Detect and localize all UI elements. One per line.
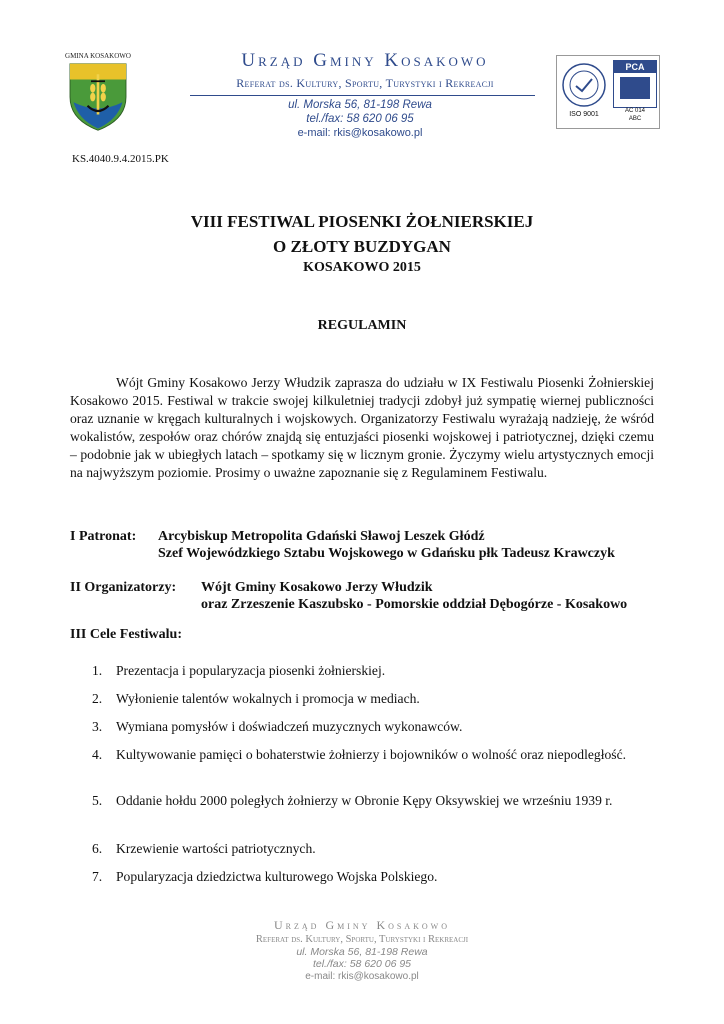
footer-address: ul. Morska 56, 81-198 Rewa bbox=[296, 946, 428, 958]
festival-location-year: KOSAKOWO 2015 bbox=[303, 260, 421, 275]
intro-paragraph: Wójt Gminy Kosakowo Jerzy Włudzik zaprasza do udziału w IX Festiwalu Piosenki Żołnierskiej Kosakowo 2015. Festiwal w trakcie swojej kilkuletniej tradycji zdobył już sympatię wiernej publiczności oraz uznanie w kręgach kulturalnych i wojskowych. Organizatorzy Festiwalu wyrażają nadzieję, że wśród wokalistów, zespołów oraz chórów znajdą się entuzjaści piosenki wojskowej i patriotycznej, dzięki czemu – podobnie jak w ubiegłych latach – spotkamy się w licznym gronie. Życzymy wielu artystycznych emocji na najwyższym poziomie. Prosimy o uważne zapoznanie się z Regulaminem Festiwalu. bbox=[70, 375, 654, 480]
list-item-number: 1. bbox=[92, 663, 103, 678]
list-item bbox=[92, 716, 652, 738]
regulations-heading: REGULAMIN bbox=[317, 318, 407, 333]
pca-label: PCA bbox=[614, 61, 656, 73]
list-item bbox=[92, 688, 652, 710]
certification-badges bbox=[556, 55, 660, 129]
pca-badge bbox=[613, 60, 657, 108]
list-item-text: Wymiana pomysłów i doświadczeń muzycznych wykonawców. bbox=[116, 719, 463, 734]
coat-of-arms-icon bbox=[60, 62, 136, 132]
list-item-number: 3. bbox=[92, 719, 103, 734]
list-item-number: 2. bbox=[92, 691, 103, 706]
organizers-label: II Organizatorzy: bbox=[70, 580, 177, 595]
footer-org-subtitle: Referat ds. Kultury, Sportu, Turystyki i Rekreacji bbox=[255, 934, 469, 945]
organizer-line-2: oraz Zrzeszenie Kaszubsko - Pomorskie oddział Dębogórze - Kosakowo bbox=[201, 597, 628, 612]
pca-logo-icon bbox=[620, 77, 650, 99]
list-item bbox=[92, 660, 652, 682]
header-phone: tel./fax: 58 620 06 95 bbox=[306, 113, 414, 125]
list-item bbox=[92, 838, 652, 860]
list-item-number: 7. bbox=[92, 869, 103, 884]
list-item-text: Popularyzacja dziedzictwa kulturowego Wojska Polskiego. bbox=[116, 869, 438, 884]
list-item-number: 6. bbox=[92, 841, 103, 856]
list-item-text: Wyłonienie talentów wokalnych i promocja w mediach. bbox=[116, 691, 420, 706]
iso-label: ISO 9001 bbox=[569, 111, 599, 118]
iso-seal-icon bbox=[561, 62, 607, 108]
patronat-label: I Patronat: bbox=[70, 529, 137, 544]
org-title: Urząd Gminy Kosakowo bbox=[241, 50, 489, 71]
header-divider bbox=[190, 95, 535, 96]
footer-email: e-mail: rkis@kosakowo.pl bbox=[305, 971, 419, 982]
footer-phone: tel./fax: 58 620 06 95 bbox=[312, 958, 412, 970]
crest-label: GMINA KOSAKOWO bbox=[65, 52, 131, 60]
list-item-text: Oddanie hołdu 2000 poległych żołnierzy w Obronie Kępy Oksywskiej we wrześniu 1939 r. bbox=[116, 793, 613, 808]
goals-label: III Cele Festiwalu: bbox=[70, 627, 182, 642]
footer-org-title: Urząd Gminy Kosakowo bbox=[274, 918, 450, 932]
org-subtitle: Referat ds. Kultury, Sportu, Turystyki i Rekreacji bbox=[236, 76, 494, 90]
pca-abc: ABC bbox=[628, 116, 642, 122]
list-item-text: Prezentacja i popularyzacja piosenki żołnierskiej. bbox=[116, 663, 386, 678]
list-item-text: Kultywowanie pamięci o bohaterstwie żołnierzy i bojowników o wolność oraz niepodległość. bbox=[116, 747, 627, 762]
list-item-text: Krzewienie wartości patriotycznych. bbox=[116, 841, 316, 856]
list-item bbox=[92, 744, 652, 766]
patronat-line-1: Arcybiskup Metropolita Gdański Sławoj Leszek Głódź bbox=[158, 529, 485, 544]
header-address: ul. Morska 56, 81-198 Rewa bbox=[288, 99, 432, 111]
list-item bbox=[92, 790, 652, 812]
header-email: e-mail: rkis@kosakowo.pl bbox=[297, 127, 423, 139]
list-item-number: 4. bbox=[92, 747, 103, 762]
organizer-line-1: Wójt Gminy Kosakowo Jerzy Włudzik bbox=[201, 580, 433, 595]
list-item bbox=[92, 866, 652, 888]
list-item-number: 5. bbox=[92, 793, 103, 808]
festival-title: VIII FESTIWAL PIOSENKI ŻOŁNIERSKIEJ bbox=[190, 212, 534, 231]
pca-code: AC 014 bbox=[624, 108, 645, 114]
patronat-line-2: Szef Wojewódzkiego Sztabu Wojskowego w Gdańsku płk Tadeusz Krawczyk bbox=[158, 546, 615, 561]
document-reference: KS.4040.9.4.2015.PK bbox=[72, 153, 169, 165]
festival-subtitle: O ZŁOTY BUZDYGAN bbox=[273, 237, 451, 256]
